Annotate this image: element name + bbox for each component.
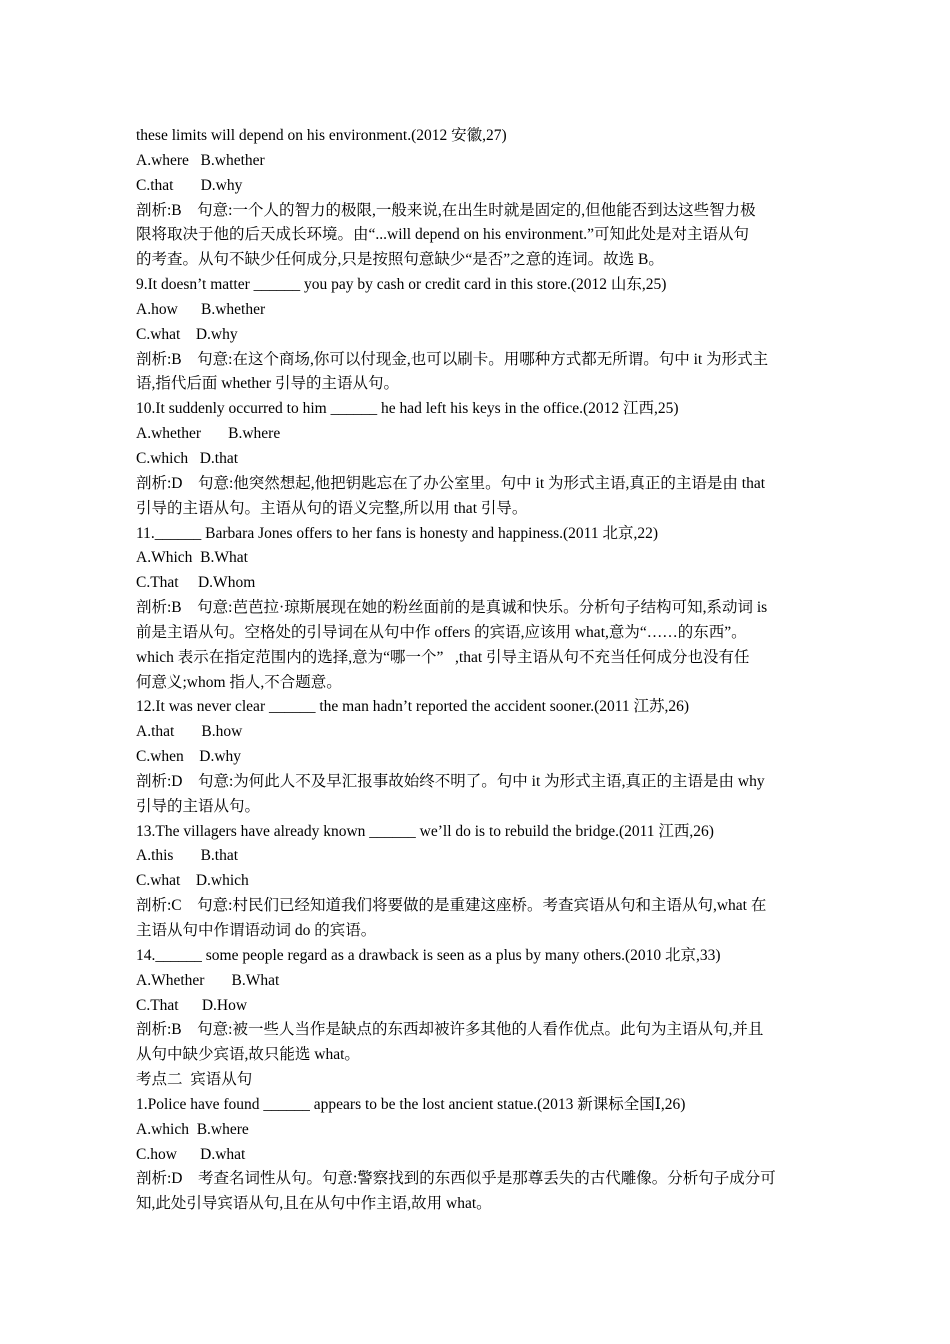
analysis-line: 剖析:B 句意:在这个商场,你可以付现金,也可以刷卡。用哪种方式都无所谓。句中 it 为形式主 (136, 350, 769, 368)
question-line: 14.______ some people regard as a drawback is seen as a plus by many others.(2010 北京,33) (136, 946, 721, 964)
option-line: C.That D.Whom (136, 574, 256, 592)
document-page (136, 124, 822, 1217)
question-line: 13.The villagers have already known ______ we’ll do is to rebuild the bridge.(2011 江西,26) (136, 822, 714, 840)
text-line: these limits will depend on his environment.(2012 安徽,27) (136, 127, 507, 144)
option-line: C.that D.why (136, 176, 243, 194)
option-line: A.that B.how (136, 723, 243, 741)
analysis-line: which 表示在指定范围内的选择,意为“哪一个” ,that 引导主语从句不充当任何成分也没有任 (136, 648, 750, 666)
option-line: C.how D.what (136, 1145, 246, 1163)
option-line: A.where B.whether (136, 151, 265, 169)
option-line: A.whether B.where (136, 425, 281, 443)
analysis-line: 从句中缺少宾语,故只能选 what。 (136, 1046, 360, 1064)
question-line: 1.Police have found ______ appears to be the lost ancient statue.(2013 新课标全国Ⅰ,26) (136, 1095, 686, 1113)
analysis-line: 剖析:B 句意:一个人的智力的极限,一般来说,在出生时就是固定的,但他能否到达这些智力极 (136, 201, 756, 219)
analysis-line: 语,指代后面 whether 引导的主语从句。 (136, 375, 400, 393)
question-line: 10.It suddenly occurred to him ______ he had left his keys in the office.(2012 江西,25) (136, 400, 679, 418)
analysis-line: 引导的主语从句。 (136, 797, 261, 815)
option-line: C.when D.why (136, 748, 242, 766)
analysis-line: 何意义;whom 指人,不合题意。 (136, 673, 342, 691)
option-line: A.Whether B.What (136, 971, 280, 989)
analysis-line: 剖析:C 句意:村民们已经知道我们将要做的是重建这座桥。考查宾语从句和主语从句,what 在 (136, 897, 767, 915)
option-line: C.which D.that (136, 449, 239, 467)
option-line: A.Which B.What (136, 549, 248, 567)
question-line: 11.______ Barbara Jones offers to her fans is honesty and happiness.(2011 北京,22) (136, 524, 659, 542)
analysis-line: 剖析:D 句意:为何此人不及早汇报事故始终不明了。句中 it 为形式主语,真正的主语是由 why (136, 772, 765, 790)
option-line: C.what D.why (136, 325, 238, 343)
analysis-line: 引导的主语从句。主语从句的语义完整,所以用 that 引导。 (136, 499, 528, 517)
option-line: C.what D.which (136, 872, 249, 890)
analysis-line: 知,此处引导宾语从句,且在从句中作主语,故用 what。 (136, 1195, 492, 1213)
analysis-line: 剖析:D 句意:他突然想起,他把钥匙忘在了办公室里。句中 it 为形式主语,真正的主语是由 that (136, 474, 766, 492)
analysis-line: 前是主语从句。空格处的引导词在从句中作 offers 的宾语,应该用 what,意为“……的东西”。 (136, 623, 747, 641)
analysis-line: 剖析:D 考查名词性从句。句意:警察找到的东西似乎是那尊丢失的古代雕像。分析句子成分可 (136, 1170, 776, 1188)
option-line: A.which B.where (136, 1120, 249, 1138)
option-line: A.how B.whether (136, 300, 266, 318)
analysis-line: 限将取决于他的后天成长环境。由“...will depend on his environment.”可知此处是对主语从句 (136, 226, 750, 244)
analysis-line: 主语从句中作谓语动词 do 的宾语。 (136, 922, 377, 939)
analysis-line: 剖析:B 句意:被一些人当作是缺点的东西却被许多其他的人看作优点。此句为主语从句,并且 (136, 1021, 764, 1039)
option-line: C.That D.How (136, 996, 248, 1014)
section-heading: 考点二 宾语从句 (136, 1071, 253, 1089)
analysis-line: 剖析:B 句意:芭芭拉·琼斯展现在她的粉丝面前的是真诚和快乐。分析句子结构可知,系动词 is (136, 599, 768, 617)
question-line: 12.It was never clear ______ the man hadn’t reported the accident sooner.(2011 江苏,26) (136, 698, 690, 716)
question-line: 9.It doesn’t matter ______ you pay by cash or credit card in this store.(2012 山东,25) (136, 276, 667, 294)
option-line: A.this B.that (136, 847, 239, 865)
analysis-line: 的考查。从句不缺少任何成分,只是按照句意缺少“是否”之意的连词。故选 B。 (136, 251, 664, 269)
